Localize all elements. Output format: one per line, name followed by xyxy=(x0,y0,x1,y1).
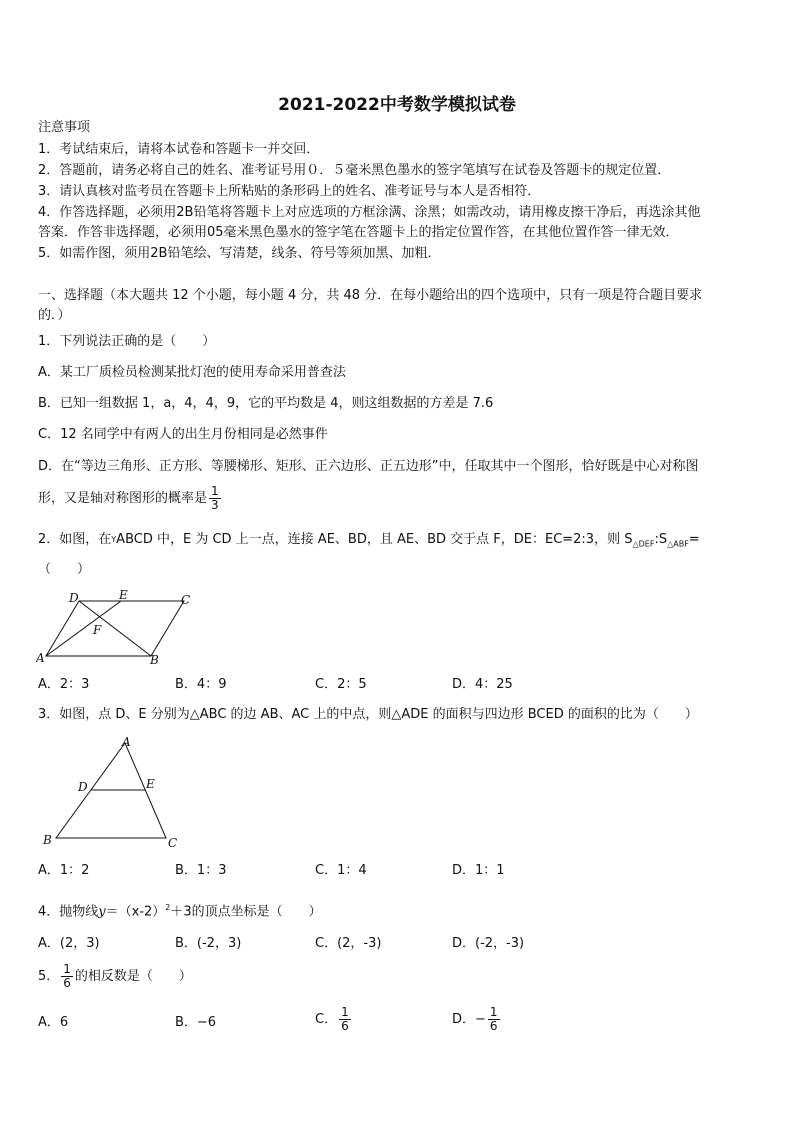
label-b: B xyxy=(43,833,52,847)
q5-stem xyxy=(38,963,192,990)
label-f: F xyxy=(93,623,102,637)
section-heading: 一、选择题（本大题共 12 个小题，每小题 4 分，共 48 分．在每小题给出的四个选项中，只有一项是符合题目要求 xyxy=(38,288,703,303)
q3-option-c: C．1：4 xyxy=(315,863,367,878)
label-d: D xyxy=(78,780,88,794)
fraction-one-sixth: $\frac{1}{6}$ xyxy=(341,1005,349,1033)
q1-option-d-text: 形，又是轴对称图形的概率是 xyxy=(38,491,208,506)
q2-option-c: C．2：5 xyxy=(315,677,367,692)
label-d: D xyxy=(69,591,79,605)
label-c: C xyxy=(181,593,191,607)
q4-option-c: C．(2，-3) xyxy=(315,936,382,951)
q2-answer-paren: （ ） xyxy=(38,562,91,577)
label-e: E xyxy=(119,590,128,602)
q4-variable-y: y xyxy=(98,904,106,920)
label-e: E xyxy=(146,777,155,791)
q4-stem-part: ＋3的顶点坐标是（ ） xyxy=(170,904,322,920)
q3-option-a: A．1：2 xyxy=(38,863,90,878)
fraction-one-third: $\frac{1}{3}$ xyxy=(211,484,219,512)
segment-ae xyxy=(46,601,121,656)
q2-subscript: △ABF xyxy=(667,539,689,549)
fraction-one-sixth: $\frac{1}{6}$ xyxy=(489,1005,498,1033)
q1-option-c: C．12 名同学中有两人的出生月份相同是必然事件 xyxy=(38,427,328,442)
q3-option-b: B．1：3 xyxy=(175,863,227,878)
q2-stem xyxy=(38,531,700,554)
q2-stem-part: 2．如图，在 xyxy=(38,532,112,547)
q2-option-b: B．4：9 xyxy=(175,677,227,692)
notice-item: 3．请认真核对监考员在答题卡上所粘贴的条形码上的姓名、准考证号与本人是否相符． xyxy=(38,184,541,199)
q1-option-d: D．在“等边三角形、正方形、等腰梯形、矩形、正六边形、正五边形”中，任取其中一个图形，恰好既是中心对称图 xyxy=(38,459,699,474)
label-a: A xyxy=(36,651,45,665)
segment-bd xyxy=(79,601,151,656)
parallelogram-symbol: Y xyxy=(111,535,117,544)
notice-item: 答案．作答非选择题，必须用05毫米黑色墨水的签字笔在答题卡上的指定位置作答，在其他位置作答一律无效． xyxy=(38,225,679,240)
notice-item: 1．考试结束后，请将本试卷和答题卡一并交回． xyxy=(38,142,320,157)
q1-option-b: B．已知一组数据 1，a，4，4，9，它的平均数是 4，则这组数据的方差是 7.6 xyxy=(38,396,494,411)
q3-triangle-figure xyxy=(36,733,196,851)
page-title: 2021-2022中考数学模拟试卷 xyxy=(278,95,516,115)
q3-stem: 3．如图，点 D、E 分别为△ABC 的边 AB、AC 上的中点，则△ADE 的面积与四边形 BCED 的面积的比为（ ） xyxy=(38,707,698,722)
q1-stem: 1．下列说法正确的是（ ） xyxy=(38,334,216,349)
q5-option-b: B．−6 xyxy=(175,1015,217,1030)
q2-option-d: D．4：25 xyxy=(452,677,513,692)
q4-exponent: 2 xyxy=(165,903,171,912)
q2-stem-part: = xyxy=(688,532,700,547)
q4-stem-part: ＝（x-2） xyxy=(105,904,166,920)
q2-parallelogram-figure xyxy=(36,590,196,665)
q2-option-a: A．2：3 xyxy=(38,677,90,692)
label-b: B xyxy=(150,653,159,665)
label-c: C xyxy=(168,836,178,850)
q4-option-a: A．(2，3) xyxy=(38,936,100,951)
notice-item: 2．答题前，请务必将自己的姓名、准考证号用０．５毫米黑色墨水的签字笔填写在试卷及答题卡的规定位置． xyxy=(38,163,671,178)
q5-option-d xyxy=(452,1006,502,1033)
q5-number: 5． xyxy=(38,969,60,984)
fraction-one-sixth: $\frac{1}{6}$ xyxy=(63,962,71,990)
q5-option-c-label: C． xyxy=(315,1012,338,1027)
q5-option-d-label: D．− xyxy=(452,1012,486,1027)
q1-option-d-cont xyxy=(38,485,223,512)
q2-stem-part: ABCD 中，E 为 CD 上一点，连接 AE、BD，且 AE、BD 交于点 F，DE：EC=2:3，则 S xyxy=(116,532,633,547)
label-a: A xyxy=(122,735,131,749)
q5-stem-text: 的相反数是（ ） xyxy=(74,969,192,984)
q5-option-c xyxy=(315,1006,353,1033)
notice-heading: 注意事项 xyxy=(38,120,91,135)
section-heading-cont: 的．） xyxy=(38,308,71,323)
q4-stem-part: 4．抛物线 xyxy=(38,904,99,920)
notice-item: 4．作答选择题，必须用2B铅笔将答题卡上对应选项的方框涂满、涂黑；如需改动，请用橡皮擦干净后，再选涂其他 xyxy=(38,205,701,220)
q3-option-d: D．1：1 xyxy=(452,863,505,878)
q4-stem xyxy=(38,899,322,921)
q2-stem-part: :S xyxy=(654,532,668,547)
q5-option-a: A．6 xyxy=(38,1015,69,1030)
notice-item: 5．如需作图，须用2B铅笔绘、写清楚，线条、符号等须加黑、加粗． xyxy=(38,246,441,261)
q1-option-a: A．某工厂质检员检测某批灯泡的使用寿命采用普查法 xyxy=(38,365,346,380)
q4-option-d: D．(-2，-3) xyxy=(452,936,525,951)
q4-option-b: B．(-2，3) xyxy=(175,936,242,951)
q2-subscript: △DEF xyxy=(632,539,655,549)
